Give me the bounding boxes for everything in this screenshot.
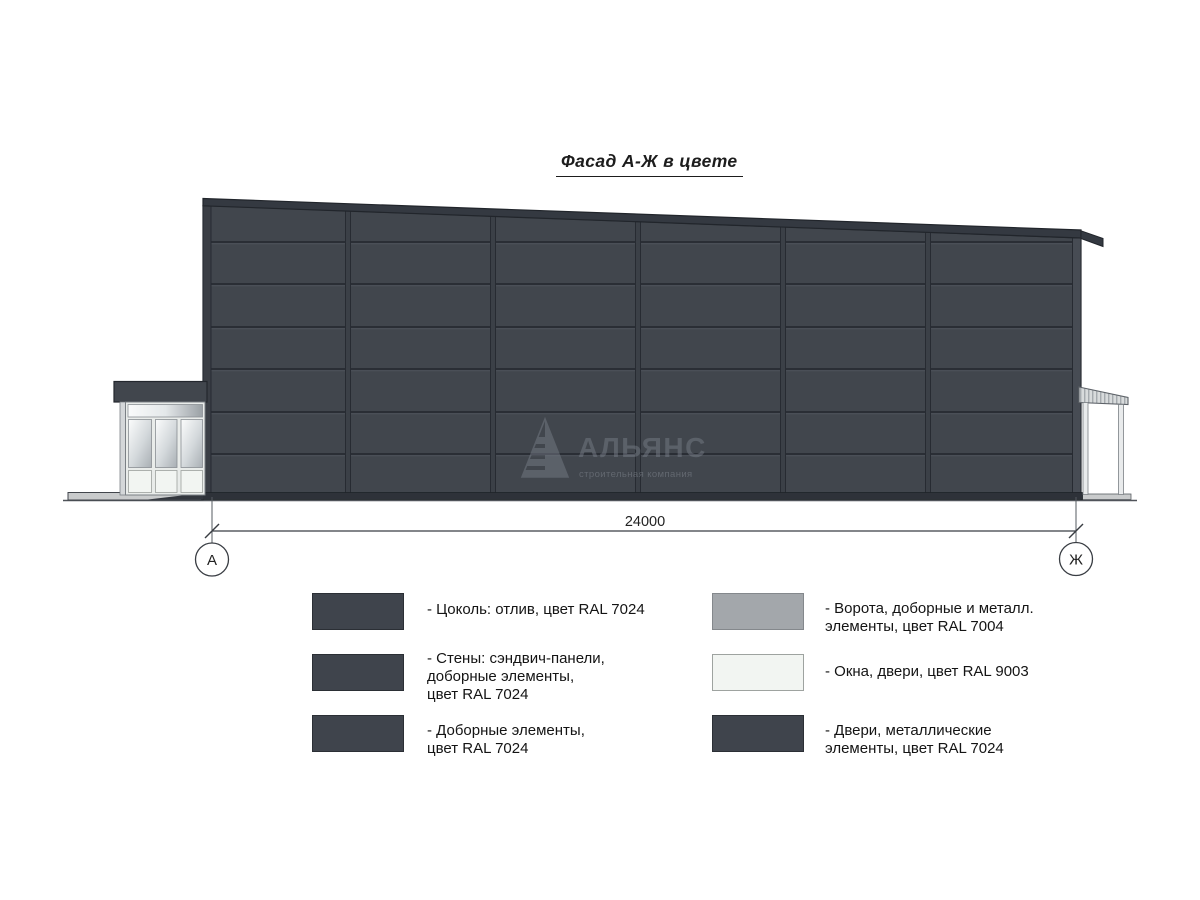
right-corner-trim bbox=[1073, 238, 1082, 496]
watermark-subtitle: строительная компания bbox=[579, 469, 693, 480]
glass-pane bbox=[129, 420, 152, 468]
glass-pane bbox=[181, 420, 203, 468]
legend-swatch-windows bbox=[712, 654, 804, 691]
axis-label-a: А bbox=[206, 552, 218, 569]
door-bottom-panel bbox=[156, 471, 178, 493]
watermark-name: АЛЬЯНС bbox=[578, 432, 707, 463]
dimension-label: 24000 bbox=[624, 514, 666, 530]
entrance-left-post bbox=[120, 402, 126, 495]
legend-label-walls: - Стены: сэндвич-панели, доборные элементы, цвет RAL 7024 bbox=[427, 650, 605, 703]
legend-label-trim-elements: - Доборные элементы, цвет RAL 7024 bbox=[427, 722, 585, 757]
canopy-post bbox=[1083, 403, 1088, 495]
right-canopy-annex bbox=[1079, 387, 1128, 495]
legend-label-gates: - Ворота, доборные и металл. элементы, цвет RAL 7004 bbox=[825, 600, 1034, 635]
plinth-flashing bbox=[202, 493, 1083, 500]
canopy-post bbox=[1119, 405, 1124, 495]
drawing-title: Фасад А-Ж в цвете bbox=[556, 151, 743, 177]
legend-swatch-trim-elements bbox=[312, 715, 404, 752]
door-bottom-panel bbox=[181, 471, 203, 493]
legend-swatch-plinth bbox=[312, 593, 404, 630]
legend-swatch-doors bbox=[712, 715, 804, 752]
legend-label-plinth: - Цоколь: отлив, цвет RAL 7024 bbox=[427, 601, 645, 618]
transom-glass bbox=[128, 405, 203, 418]
legend-label-doors: - Двери, металлические элементы, цвет RAL 7024 bbox=[825, 722, 1004, 757]
entrance-annex bbox=[114, 382, 207, 496]
legend-label-windows: - Окна, двери, цвет RAL 9003 bbox=[825, 663, 1029, 680]
legend-swatch-gates bbox=[712, 593, 804, 630]
glass-pane bbox=[156, 420, 178, 468]
legend-swatch-walls bbox=[312, 654, 404, 691]
right-canopy-roof bbox=[1079, 387, 1128, 405]
entrance-canopy bbox=[114, 382, 207, 403]
axis-label-zh: Ж bbox=[1069, 551, 1083, 569]
dimension-group bbox=[196, 497, 1093, 576]
roof-cap-overhang bbox=[1081, 231, 1103, 247]
door-bottom-panel bbox=[129, 471, 152, 493]
